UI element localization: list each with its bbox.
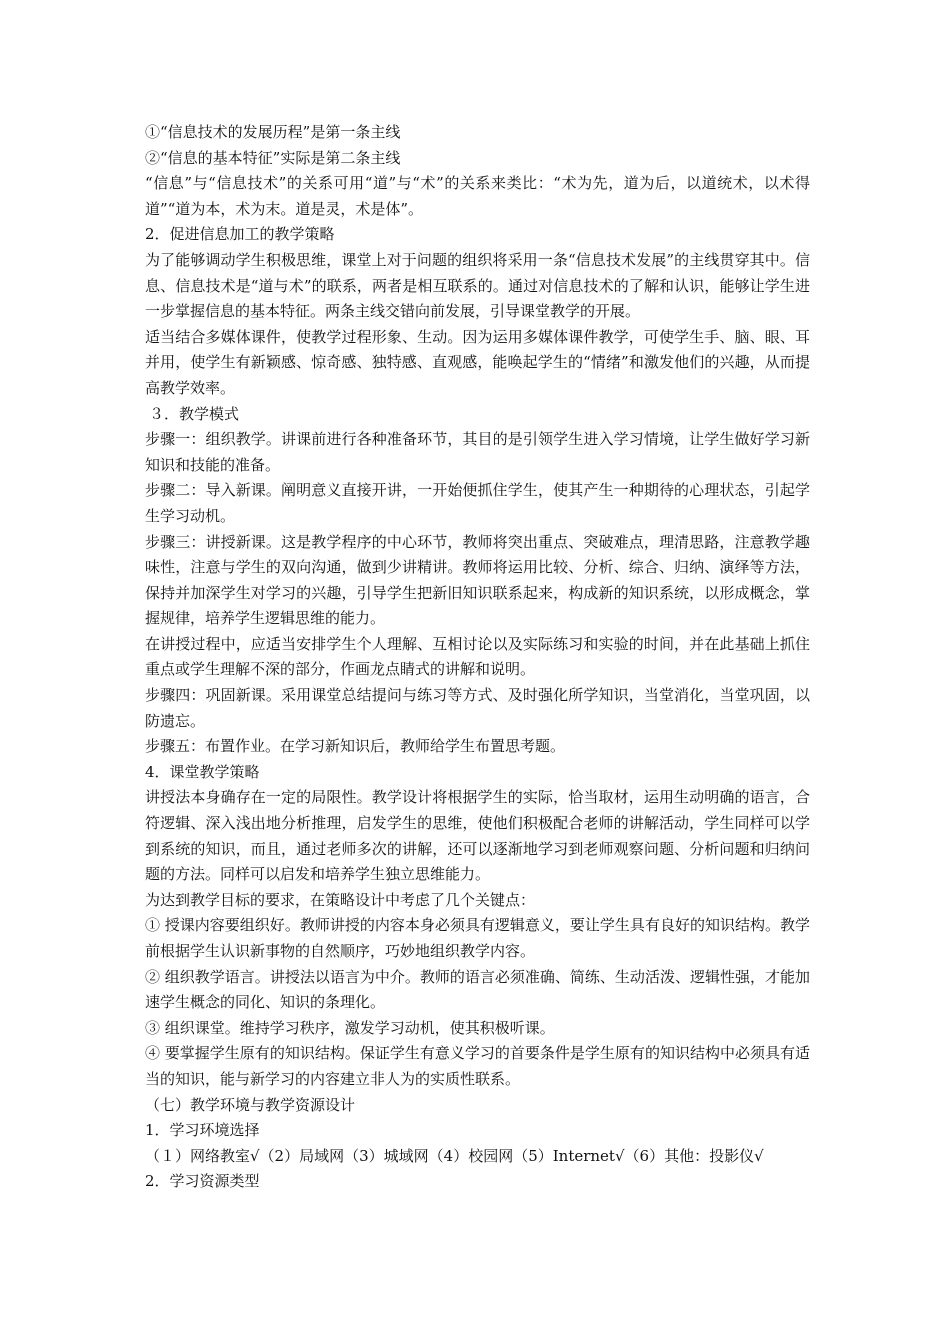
mainline-two: ②“信息的基本特征”实际是第二条主线 xyxy=(145,148,401,167)
subsection-heading-7-1: 1．学习环境选择 xyxy=(145,1121,260,1140)
paragraph-strategy-2: 适当结合多媒体课件，使教学过程形象、生动。因为运用多媒体课件教学，可使学生手、脑、眼、耳并用，使学生有新颖感、惊奇感、独特感、直观感，能唤起学生的“情绪”和激发他们的兴趣，从而提高教学效率。 xyxy=(145,327,810,397)
step-one: 步骤一：组织教学。讲课前进行各种准备环节，其目的是引领学生进入学习情境，让学生做好学习新知识和技能的准备。 xyxy=(145,430,810,474)
key-point-1: ① 授课内容要组织好。教师讲授的内容本身必须具有逻辑意义，要让学生具有良好的知识结构。教学前根据学生认识新事物的自然顺序，巧妙地组织教学内容。 xyxy=(145,916,810,960)
section-heading-3: ３．教学模式 xyxy=(149,404,240,423)
key-point-4: ④ 要掌握学生原有的知识结构。保证学生有意义学习的首要条件是学生原有的知识结构中必须具有适当的知识，能与新学习的内容建立非人为的实质性联系。 xyxy=(145,1044,810,1088)
paragraph-strategy-1: 为了能够调动学生积极思维，课堂上对于问题的组织将采用一条“信息技术发展”的主线贯穿其中。信息、信息技术是“道与术”的联系，两者是相互联系的。通过对信息技术的了解和认识，能够让学生进一步掌握信息的基本特征。两条主线交错向前发展，引导课堂教学的开展。 xyxy=(145,250,810,321)
mainline-one: ①“信息技术的发展历程”是第一条主线 xyxy=(145,123,401,141)
section-heading-4: 4．课堂教学策略 xyxy=(145,762,260,781)
subsection-heading-7-2: 2．学习资源类型 xyxy=(145,1172,260,1191)
step-three-note: 在讲授过程中，应适当安排学生个人理解、互相讨论以及实际练习和实验的时间，并在此基础上抓住重点或学生理解不深的部分，作画龙点睛式的讲解和说明。 xyxy=(145,634,810,679)
key-point-3: ③ 组织课堂。维持学习秩序，激发学习动机，使其积极听课。 xyxy=(145,1018,555,1037)
step-two: 步骤二：导入新课。阐明意义直接开讲，一开始便抓住学生，使其产生一种期待的心理状态，引起学生学习动机。 xyxy=(145,481,810,525)
key-point-2: ② 组织教学语言。讲授法以语言为中介。教师的语言必须准确、简练、生动活泼、逻辑性强，才能加速学生概念的同化、知识的条理化。 xyxy=(145,967,810,1012)
step-three: 步骤三：讲授新课。这是教学程序的中心环节，教师将突出重点、突破难点，理清思路，注意教学趣味性，注意与学生的双向沟通，做到少讲精讲。教师将运用比较、分析、综合、归纳、演绎等方法，保持并加深学生对学习的兴趣，引导学生把新旧知识联系起来，构成新的知识系统，以形成概念，掌握规律，培养学生逻辑思维的能力。 xyxy=(145,532,810,628)
step-five: 步骤五：布置作业。在学习新知识后，教师给学生布置思考题。 xyxy=(145,737,566,756)
paragraph-lecture-method: 讲授法本身确存在一定的局限性。教学设计将根据学生的实际，恰当取材，运用生动明确的语言，合符逻辑、深入浅出地分析推理，启发学生的思维，使他们积极配合老师的讲解活动，学生同样可以学到系统的知识，而且，通过老师多次的讲解，还可以逐渐地学习到老师观察问题、分析问题和归纳问题的方法。同样可以启发和培养学生独立思维能力。 xyxy=(145,788,810,884)
paragraph-key-points-intro: 为达到教学目标的要求，在策略设计中考虑了几个关键点： xyxy=(145,890,536,909)
step-four: 步骤四：巩固新课。采用课堂总结提问与练习等方式、及时强化所学知识，当堂消化，当堂巩固，以防遗忘。 xyxy=(145,686,810,730)
section-heading-2: 2．促进信息加工的教学策略 xyxy=(145,225,335,244)
environment-options: （１）网络教室√（2）局域网（3）城域网（4）校园网（5）Internet√（6）其他：投影仪√ xyxy=(145,1146,764,1165)
section-heading-7: （七）教学环境与教学资源设计 xyxy=(145,1095,356,1114)
dao-shu-analogy: “信息”与“信息技术”的关系可用“道”与“术”的关系来类比：“术为先，道为后，以道统术，以术得道”“道为本，术为末。道是灵，术是体”。 xyxy=(145,174,810,218)
document-page xyxy=(145,120,810,1195)
